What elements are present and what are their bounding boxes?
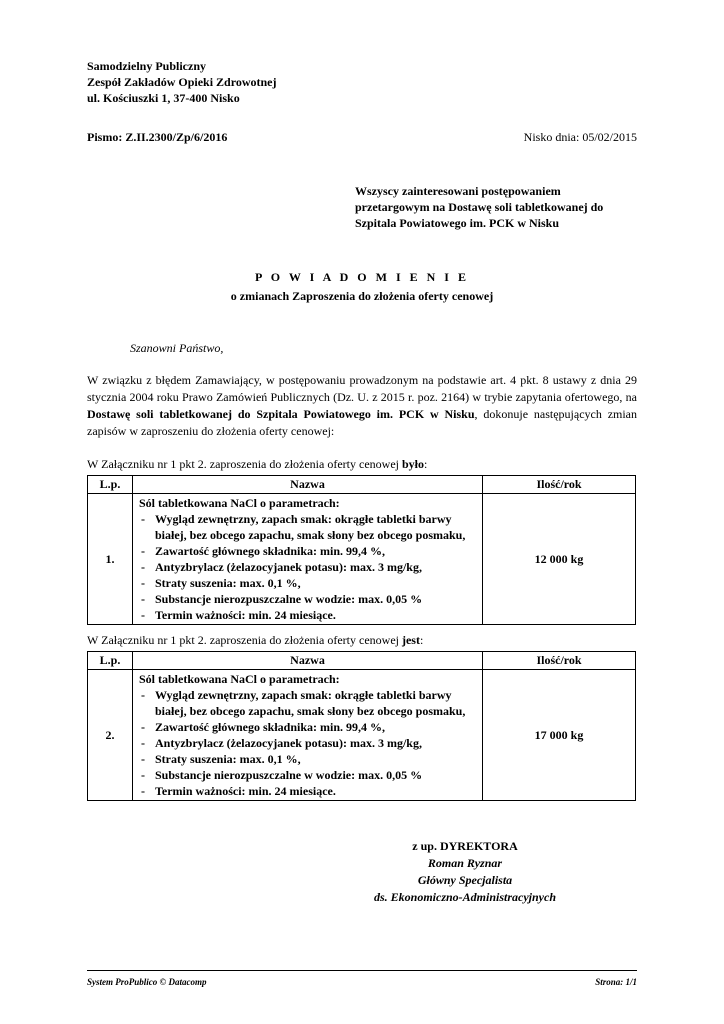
header-qty: Ilość/rok [483, 476, 636, 494]
table-row [88, 670, 636, 801]
addressee-block [355, 183, 603, 231]
spec-item: - Wygląd zewnętrzny, zapach smak: okrągłe tabletki barwy białej, bez obcego zapachu, smak słony bez obcego posmaku, [139, 511, 478, 543]
spec-list [139, 687, 478, 799]
greeting: Szanowni Państwo, [130, 341, 224, 355]
signatory-name: Roman Ryznar [427, 856, 503, 870]
items-table-before [87, 475, 636, 625]
header-lp: L.p. [88, 652, 133, 670]
table-header-row [88, 652, 636, 670]
row-qty: 12 000 kg [483, 494, 636, 625]
row-name [133, 670, 483, 801]
spec-item: - Substancje nierozpuszczalne w wodzie: max. 0,05 % [139, 767, 478, 783]
sender-line: ul. Kościuszki 1, 37-400 Nisko [87, 91, 240, 105]
row-name [133, 494, 483, 625]
spec-item: - Antyzbrylacz (żelazocyjanek potasu): max. 3 mg/kg, [139, 559, 478, 575]
footer-system: System ProPublico © Datacomp [87, 977, 207, 987]
body-paragraph [87, 372, 637, 440]
header-name: Nazwa [133, 476, 483, 494]
addressee-line: Wszyscy zainteresowani postępowaniem [355, 184, 561, 198]
body-text: , dokonuje następujących zmian zapisów w zaproszeniu do złożenia oferty cenowej: [87, 407, 638, 438]
spec-item: - Substancje nierozpuszczalne w wodzie: max. 0,05 % [139, 591, 478, 607]
row-qty: 17 000 kg [483, 670, 636, 801]
row-lp: 2. [88, 670, 133, 801]
header-name: Nazwa [133, 652, 483, 670]
footer-divider [87, 970, 637, 971]
table-row [88, 494, 636, 625]
sender-line: Zespół Zakładów Opieki Zdrowotnej [87, 75, 277, 89]
spec-item: - Termin ważności: min. 24 miesiące. [139, 607, 478, 623]
header-qty: Ilość/rok [483, 652, 636, 670]
spec-item: - Termin ważności: min. 24 miesiące. [139, 783, 478, 799]
signatory-department: ds. Ekonomiczno-Administracyjnych [373, 890, 557, 904]
product-title: Sól tabletkowana NaCl o parametrach: [139, 496, 340, 510]
sender-block [87, 58, 276, 106]
footer-page-number: Strona: 1/1 [595, 977, 637, 987]
header-lp: L.p. [88, 476, 133, 494]
spec-item: - Straty suszenia: max. 0,1 %, [139, 751, 478, 767]
sender-line: Samodzielny Publiczny [87, 59, 207, 73]
items-table-after [87, 651, 636, 801]
spec-item: - Straty suszenia: max. 0,1 %, [139, 575, 478, 591]
reference-number: Pismo: Z.II.2300/Zp/6/2016 [87, 130, 228, 144]
row-lp: 1. [88, 494, 133, 625]
table-caption-before: W Załączniku nr 1 pkt 2. zaproszenia do złożenia oferty cenowej było: [87, 457, 428, 471]
addressee-line: Szpitala Powiatowego im. PCK w Nisku [355, 216, 559, 230]
body-subject: Dostawę soli tabletkowanej do Szpitala Powiatowego im. PCK w Nisku [87, 407, 475, 421]
signatory-title: Główny Specjalista [417, 873, 513, 887]
notice-heading [0, 270, 724, 304]
spec-item: - Wygląd zewnętrzny, zapach smak: okrągłe tabletki barwy białej, bez obcego zapachu, smak słony bez obcego posmaku, [139, 687, 478, 719]
notice-title: P O W I A D O M I E N I E [255, 270, 469, 284]
table-caption-after: W Załączniku nr 1 pkt 2. zaproszenia do złożenia oferty cenowej jest: [87, 633, 424, 647]
spec-item: - Antyzbrylacz (żelazocyjanek potasu): max. 3 mg/kg, [139, 735, 478, 751]
notice-subtitle: o zmianach Zaproszenia do złożenia oferty cenowej [230, 289, 494, 303]
signature-authority: z up. DYREKTORA [412, 839, 518, 853]
signature-block [330, 838, 600, 906]
body-text: W związku z błędem Zamawiający, w postępowaniu prowadzonym na podstawie art. 4 pkt. 8 ustawy z dnia 29 stycznia 2004 roku Prawo Zamówień Publicznych (Dz. U. z 2015 r. poz. 2164) w trybie zapytania ofertowego, na [87, 373, 637, 404]
addressee-line: przetargowym na Dostawę soli tabletkowanej do [355, 200, 604, 214]
table-header-row [88, 476, 636, 494]
spec-item: - Zawartość głównego składnika: min. 99,4 %, [139, 543, 478, 559]
product-title: Sól tabletkowana NaCl o parametrach: [139, 672, 340, 686]
spec-item: - Zawartość głównego składnika: min. 99,4 %, [139, 719, 478, 735]
letter-date: Nisko dnia: 05/02/2015 [523, 130, 637, 144]
spec-list [139, 511, 478, 623]
